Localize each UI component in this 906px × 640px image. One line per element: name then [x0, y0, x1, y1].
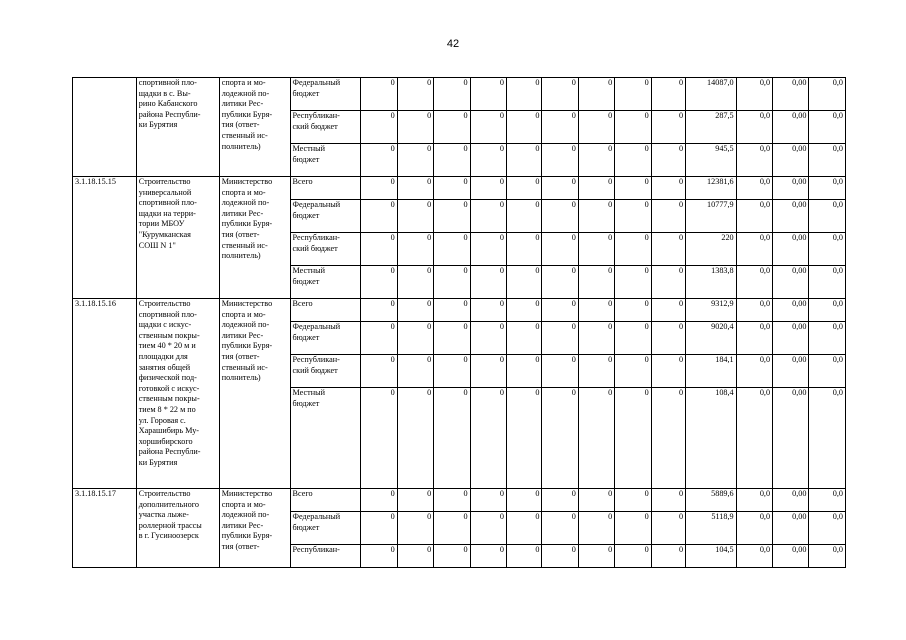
value-cell: 0,00: [773, 233, 809, 266]
value-cell: 0: [507, 355, 542, 388]
value-cell: 0,00: [773, 489, 809, 512]
value-cell: 5118,9: [686, 512, 737, 545]
value-cell: 0: [397, 78, 433, 111]
budget-table: [72, 77, 846, 568]
value-cell: 5889,6: [686, 489, 737, 512]
value-cell: 0: [615, 111, 651, 144]
value-cell: 0,0: [736, 388, 772, 489]
value-cell: 0: [470, 322, 506, 355]
value-cell: 0: [615, 545, 651, 568]
value-cell: 0: [542, 388, 578, 489]
value-cell: 12381,6: [686, 177, 737, 200]
value-cell: 0: [578, 489, 614, 512]
value-cell: 0,0: [809, 489, 846, 512]
value-cell: 0: [651, 388, 685, 489]
executor-cell: Министерство спорта и мо- лодежной по- литики Рес- публики Буря- тия (ответ- ственный ис- полнитель): [219, 299, 290, 489]
value-cell: 0,00: [773, 111, 809, 144]
value-cell: 0: [361, 322, 397, 355]
value-cell: 0: [361, 78, 397, 111]
value-cell: 0: [434, 355, 470, 388]
funding-source-cell: Федеральный бюджет: [290, 200, 361, 233]
funding-source-cell: Местный бюджет: [290, 266, 361, 299]
value-cell: 0: [434, 266, 470, 299]
value-cell: 0,0: [736, 200, 772, 233]
value-cell: 0,0: [809, 388, 846, 489]
value-cell: 0: [542, 200, 578, 233]
value-cell: 0: [615, 266, 651, 299]
program-code-cell: [73, 78, 137, 177]
value-cell: 0,0: [809, 266, 846, 299]
value-cell: 0,0: [736, 299, 772, 322]
value-cell: 0,0: [809, 512, 846, 545]
funding-source-cell: Местный бюджет: [290, 388, 361, 489]
value-cell: 0: [651, 111, 685, 144]
value-cell: 0: [470, 355, 506, 388]
value-cell: 0: [578, 388, 614, 489]
value-cell: 0: [542, 299, 578, 322]
value-cell: 0: [578, 299, 614, 322]
value-cell: 0: [542, 322, 578, 355]
value-cell: 0: [470, 111, 506, 144]
value-cell: 0: [578, 177, 614, 200]
value-cell: 10777,9: [686, 200, 737, 233]
value-cell: 0: [578, 266, 614, 299]
value-cell: 0: [361, 388, 397, 489]
value-cell: 0: [651, 355, 685, 388]
value-cell: 0: [507, 233, 542, 266]
value-cell: 0: [361, 299, 397, 322]
value-cell: 0,0: [809, 200, 846, 233]
value-cell: 0,0: [809, 111, 846, 144]
value-cell: 0: [470, 177, 506, 200]
funding-source-cell: Всего: [290, 299, 361, 322]
value-cell: 0: [578, 111, 614, 144]
value-cell: 0,00: [773, 322, 809, 355]
value-cell: 0: [397, 111, 433, 144]
value-cell: 0: [542, 545, 578, 568]
value-cell: 0: [615, 388, 651, 489]
value-cell: 0: [542, 355, 578, 388]
value-cell: 14087,0: [686, 78, 737, 111]
value-cell: 0: [470, 233, 506, 266]
value-cell: 0,00: [773, 355, 809, 388]
value-cell: 0: [615, 355, 651, 388]
value-cell: 0: [651, 322, 685, 355]
program-name-cell: спортивной пло- щадки в с. Вы- рино Кабанского района Республи- ки Бурятия: [136, 78, 219, 177]
value-cell: 0: [615, 512, 651, 545]
value-cell: 0: [361, 512, 397, 545]
funding-source-cell: Республикан- ский бюджет: [290, 233, 361, 266]
value-cell: 0: [507, 388, 542, 489]
value-cell: 0: [651, 200, 685, 233]
value-cell: 0: [578, 233, 614, 266]
table-row: [73, 489, 846, 512]
value-cell: 104,5: [686, 545, 737, 568]
value-cell: 0: [507, 144, 542, 177]
value-cell: 0: [361, 355, 397, 388]
value-cell: 0: [434, 200, 470, 233]
value-cell: 0,0: [736, 322, 772, 355]
value-cell: 0: [470, 299, 506, 322]
value-cell: 0: [470, 144, 506, 177]
value-cell: 108,4: [686, 388, 737, 489]
funding-source-cell: Республикан- ский бюджет: [290, 111, 361, 144]
value-cell: 0: [651, 512, 685, 545]
funding-source-cell: Республикан- ский бюджет: [290, 355, 361, 388]
table-row: [73, 177, 846, 200]
program-code-cell: 3.1.18.15.17: [73, 489, 137, 568]
value-cell: 0,0: [736, 545, 772, 568]
value-cell: 0: [361, 144, 397, 177]
value-cell: 0: [470, 512, 506, 545]
value-cell: 0,0: [736, 144, 772, 177]
value-cell: 0: [434, 545, 470, 568]
value-cell: 0: [507, 545, 542, 568]
value-cell: 0,00: [773, 266, 809, 299]
funding-source-cell: Федеральный бюджет: [290, 512, 361, 545]
value-cell: 0: [651, 78, 685, 111]
value-cell: 0,00: [773, 545, 809, 568]
value-cell: 0: [397, 299, 433, 322]
value-cell: 1383,8: [686, 266, 737, 299]
value-cell: 0: [434, 233, 470, 266]
value-cell: 0,00: [773, 144, 809, 177]
value-cell: 0,0: [809, 299, 846, 322]
value-cell: 0: [470, 200, 506, 233]
value-cell: 0: [507, 78, 542, 111]
value-cell: 0,0: [809, 545, 846, 568]
value-cell: 0: [434, 144, 470, 177]
table-row: [73, 78, 846, 111]
value-cell: 0: [434, 299, 470, 322]
value-cell: 0: [578, 512, 614, 545]
value-cell: 0: [615, 78, 651, 111]
program-name-cell: Строительство дополнительного участка лыже- роллерной трассы в г. Гусиноозерск: [136, 489, 219, 568]
value-cell: 0: [507, 322, 542, 355]
value-cell: 0: [615, 233, 651, 266]
value-cell: 0: [361, 266, 397, 299]
value-cell: 0: [578, 545, 614, 568]
value-cell: 0: [434, 78, 470, 111]
value-cell: 0,0: [809, 177, 846, 200]
value-cell: 0: [397, 512, 433, 545]
value-cell: 0: [507, 489, 542, 512]
value-cell: 0,0: [736, 512, 772, 545]
value-cell: 0,0: [736, 355, 772, 388]
value-cell: 0,00: [773, 299, 809, 322]
value-cell: 0: [397, 266, 433, 299]
value-cell: 0: [397, 355, 433, 388]
value-cell: 0: [397, 200, 433, 233]
value-cell: 0: [651, 266, 685, 299]
value-cell: 0,0: [809, 355, 846, 388]
program-code-cell: 3.1.18.15.16: [73, 299, 137, 489]
value-cell: 0: [578, 200, 614, 233]
value-cell: 0: [470, 545, 506, 568]
value-cell: 0: [361, 177, 397, 200]
value-cell: 0,0: [736, 233, 772, 266]
value-cell: 0: [542, 144, 578, 177]
value-cell: 0: [397, 489, 433, 512]
value-cell: 9312,9: [686, 299, 737, 322]
value-cell: 0: [615, 299, 651, 322]
value-cell: 0,00: [773, 388, 809, 489]
value-cell: 0: [397, 322, 433, 355]
value-cell: 0,0: [736, 78, 772, 111]
value-cell: 9020,4: [686, 322, 737, 355]
value-cell: 0: [434, 322, 470, 355]
value-cell: 0: [615, 200, 651, 233]
value-cell: 0: [615, 322, 651, 355]
value-cell: 0: [651, 177, 685, 200]
value-cell: 0: [542, 111, 578, 144]
value-cell: 0: [434, 111, 470, 144]
funding-source-cell: Местный бюджет: [290, 144, 361, 177]
value-cell: 0,00: [773, 200, 809, 233]
value-cell: 0: [507, 111, 542, 144]
funding-source-cell: Федеральный бюджет: [290, 322, 361, 355]
value-cell: 0: [542, 78, 578, 111]
value-cell: 0: [542, 233, 578, 266]
funding-source-cell: Всего: [290, 177, 361, 200]
value-cell: 0: [651, 233, 685, 266]
value-cell: 0: [542, 177, 578, 200]
value-cell: 0: [507, 299, 542, 322]
value-cell: 0: [578, 78, 614, 111]
value-cell: 0,0: [736, 177, 772, 200]
value-cell: 0: [361, 200, 397, 233]
funding-source-cell: Всего: [290, 489, 361, 512]
value-cell: 0: [507, 266, 542, 299]
program-name-cell: Строительство спортивной пло- щадки с искус- ственным покры- тием 40 * 20 м и площадки для занятия общей физической под- готовкой с искус- ственным покры- тием 8 * 22 м по ул. Горовая с. Харашибирь Му- хоршибирского района Республи- ки Бурятия: [136, 299, 219, 489]
value-cell: 0: [651, 299, 685, 322]
value-cell: 0: [542, 512, 578, 545]
value-cell: 0: [615, 489, 651, 512]
value-cell: 0: [651, 545, 685, 568]
value-cell: 0: [397, 177, 433, 200]
page-number: 42: [446, 38, 460, 50]
value-cell: 0,00: [773, 177, 809, 200]
executor-cell: Министерство спорта и мо- лодежной по- литики Рес- публики Буря- тия (ответ-: [219, 489, 290, 568]
value-cell: 0: [361, 545, 397, 568]
value-cell: 0,0: [809, 233, 846, 266]
value-cell: 0: [615, 144, 651, 177]
value-cell: 0: [361, 111, 397, 144]
value-cell: 0,0: [736, 489, 772, 512]
value-cell: 0,0: [736, 111, 772, 144]
executor-cell: Министерство спорта и мо- лодежной по- литики Рес- публики Буря- тия (ответ- ственный ис- полнитель): [219, 177, 290, 299]
value-cell: 0: [361, 233, 397, 266]
value-cell: 0: [651, 489, 685, 512]
executor-cell: спорта и мо- лодежной по- литики Рес- публики Буря- тия (ответ- ственный ис- полнитель): [219, 78, 290, 177]
value-cell: 0: [470, 78, 506, 111]
value-cell: 0,0: [736, 266, 772, 299]
value-cell: 0: [361, 489, 397, 512]
value-cell: 0: [434, 512, 470, 545]
value-cell: 0: [397, 233, 433, 266]
funding-source-cell: Республикан-: [290, 545, 361, 568]
program-code-cell: 3.1.18.15.15: [73, 177, 137, 299]
value-cell: 0: [397, 144, 433, 177]
value-cell: 0: [542, 266, 578, 299]
value-cell: 0: [507, 200, 542, 233]
value-cell: 0: [578, 144, 614, 177]
value-cell: 220: [686, 233, 737, 266]
value-cell: 0: [470, 388, 506, 489]
value-cell: 0: [507, 512, 542, 545]
value-cell: 0,00: [773, 78, 809, 111]
value-cell: 184,1: [686, 355, 737, 388]
value-cell: 0: [434, 177, 470, 200]
table-row: [73, 299, 846, 322]
value-cell: 0,0: [809, 144, 846, 177]
value-cell: 0: [397, 388, 433, 489]
value-cell: 0: [578, 322, 614, 355]
value-cell: 0: [542, 489, 578, 512]
value-cell: 0: [615, 177, 651, 200]
budget-table-body: [73, 78, 846, 568]
value-cell: 0: [651, 144, 685, 177]
program-name-cell: Строительство универсальной спортивной пло- щадки на терри- тории МБОУ "Курумканская СОШ N 1": [136, 177, 219, 299]
value-cell: 0: [470, 489, 506, 512]
value-cell: 0: [470, 266, 506, 299]
value-cell: 0: [578, 355, 614, 388]
value-cell: 0: [397, 545, 433, 568]
value-cell: 0: [507, 177, 542, 200]
funding-source-cell: Федеральный бюджет: [290, 78, 361, 111]
value-cell: 0: [434, 489, 470, 512]
value-cell: 0,0: [809, 322, 846, 355]
value-cell: 945,5: [686, 144, 737, 177]
value-cell: 0: [434, 388, 470, 489]
value-cell: 0,00: [773, 512, 809, 545]
value-cell: 287,5: [686, 111, 737, 144]
value-cell: 0,0: [809, 78, 846, 111]
